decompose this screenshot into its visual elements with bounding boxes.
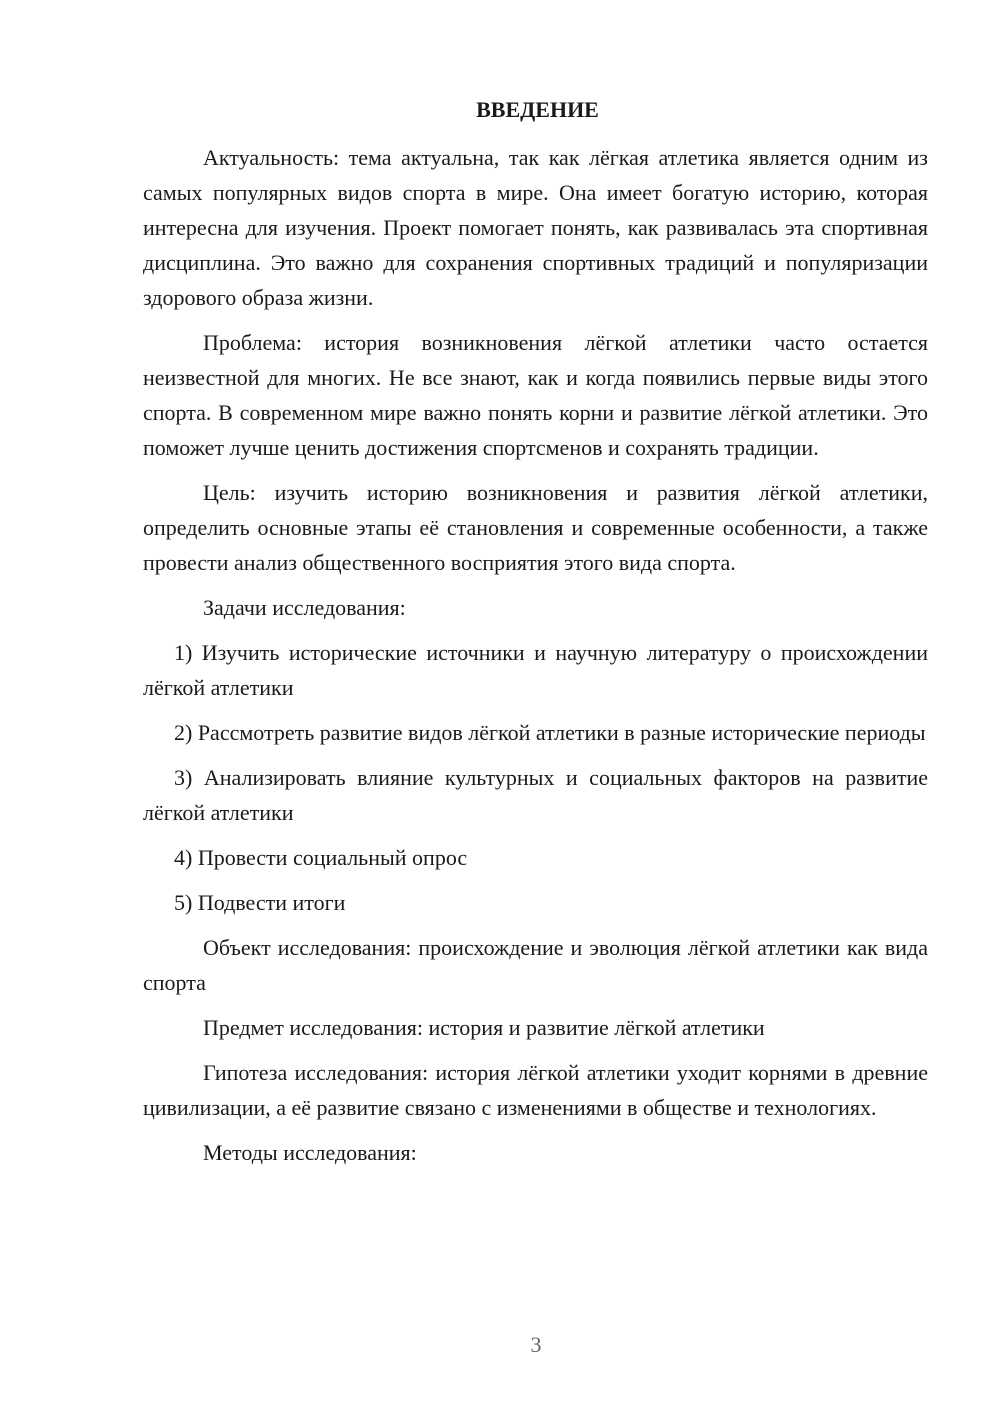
task-item-1: 1) Изучить исторические источники и научную литературу о происхождении лёгкой атлетики <box>143 640 928 700</box>
task-item-5: 5) Подвести итоги <box>174 890 346 915</box>
goal-paragraph: Цель: изучить историю возникновения и развития лёгкой атлетики, определить основные этапы её становления и современные особенности, а также провести анализ общественного восприятия этого вида спорта. <box>143 480 928 575</box>
tasks-heading: Задачи исследования: <box>203 595 406 620</box>
subject-paragraph: Предмет исследования: история и развитие лёгкой атлетики <box>203 1015 765 1040</box>
relevance-paragraph: Актуальность: тема актуальна, так как лёгкая атлетика является одним из самых популярных видов спорта в мире. Она имеет богатую историю, которая интересна для изучения. Проект помогает понять, как развивалась эта спортивная дисциплина. Это важно для сохранения спортивных традиций и популяризации здорового образа жизни. <box>143 145 928 310</box>
task-item-3: 3) Анализировать влияние культурных и социальных факторов на развитие лёгкой атлетики <box>143 765 928 825</box>
methods-heading: Методы исследования: <box>203 1140 417 1165</box>
hypothesis-paragraph: Гипотеза исследования: история лёгкой атлетики уходит корнями в древние цивилизации, а её развитие связано с изменениями в обществе и технологиях. <box>143 1060 928 1120</box>
task-item-4: 4) Провести социальный опрос <box>174 845 468 870</box>
task-item-2: 2) Рассмотреть развитие видов лёгкой атлетики в разные исторические периоды <box>174 720 926 745</box>
page-title: ВВЕДЕНИЕ <box>476 97 599 122</box>
document-page <box>143 94 928 1180</box>
object-paragraph: Объект исследования: происхождение и эволюция лёгкой атлетики как вида спорта <box>143 935 928 995</box>
problem-paragraph: Проблема: история возникновения лёгкой атлетики часто остается неизвестной для многих. Не все знают, как и когда появились первые виды этого спорта. В современном мире важно понять корни и развитие лёгкой атлетики. Это поможет лучше ценить достижения спортсменов и сохранять традиции. <box>143 330 928 460</box>
page-number: 3 <box>530 1332 542 1357</box>
